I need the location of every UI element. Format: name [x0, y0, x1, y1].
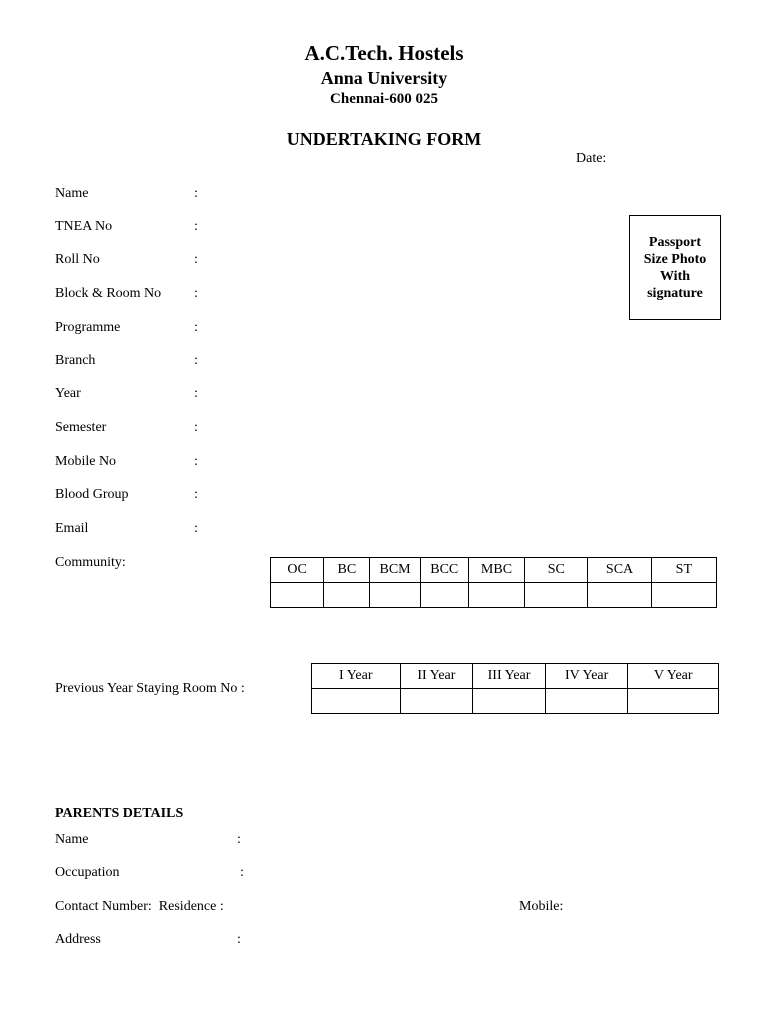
field-colon: : [194, 186, 198, 201]
community-col-st: ST [651, 558, 716, 583]
community-cell[interactable] [370, 583, 420, 608]
field-label-mobile-no: Mobile No [55, 454, 117, 469]
field-colon: : [194, 420, 198, 435]
community-col-sca: SCA [588, 558, 651, 583]
passport-photo-box [629, 215, 721, 320]
parent-mobile-label: Mobile: [519, 899, 564, 914]
previous-room-cell[interactable] [628, 689, 719, 714]
field-label-block-room-no: Block & Room No [55, 286, 162, 301]
field-colon: : [194, 386, 198, 401]
community-table [270, 557, 717, 608]
community-label: Community: [55, 555, 126, 570]
community-header-row [271, 558, 717, 583]
field-colon: : [194, 353, 198, 368]
parent-contact-residence-label: Contact Number: Residence : [55, 899, 224, 914]
community-cell[interactable] [324, 583, 370, 608]
community-cell[interactable] [651, 583, 716, 608]
parents-details-heading: PARENTS DETAILS [55, 806, 184, 821]
field-colon: : [237, 932, 241, 947]
field-colon: : [194, 487, 198, 502]
field-colon: : [237, 832, 241, 847]
field-label-tnea-no: TNEA No [55, 219, 113, 234]
form-title: UNDERTAKING FORM [286, 129, 482, 149]
community-cell[interactable] [588, 583, 651, 608]
photo-box-line: Passport [648, 234, 702, 250]
community-col-bcc: BCC [420, 558, 468, 583]
previous-room-cell[interactable] [545, 689, 628, 714]
community-col-sc: SC [525, 558, 588, 583]
field-label-year: Year [55, 386, 81, 401]
field-label-semester: Semester [55, 420, 107, 435]
field-label-roll-no: Roll No [55, 252, 100, 267]
community-cell[interactable] [468, 583, 524, 608]
previous-room-table [311, 663, 719, 714]
parent-name-label: Name [55, 832, 89, 847]
field-colon: : [194, 286, 198, 301]
date-label: Date: [576, 151, 607, 166]
previous-room-cell[interactable] [400, 689, 473, 714]
previous-room-col-ii-year: II Year [400, 664, 473, 689]
field-label-name: Name [55, 186, 89, 201]
community-entry-row [271, 583, 717, 608]
photo-box-line: signature [647, 285, 703, 301]
community-col-mbc: MBC [468, 558, 524, 583]
field-label-branch: Branch [55, 353, 96, 368]
community-cell[interactable] [525, 583, 588, 608]
previous-room-col-iv-year: IV Year [545, 664, 628, 689]
field-colon: : [194, 252, 198, 267]
field-colon: : [194, 320, 198, 335]
community-col-bcm: BCM [370, 558, 420, 583]
field-colon: : [240, 865, 244, 880]
previous-room-cell[interactable] [473, 689, 546, 714]
previous-room-label: Previous Year Staying Room No : [55, 681, 245, 696]
previous-room-col-iii-year: III Year [473, 664, 546, 689]
field-colon: : [194, 219, 198, 234]
field-label-email: Email [55, 521, 89, 536]
community-col-oc: OC [271, 558, 324, 583]
community-cell[interactable] [420, 583, 468, 608]
field-label-programme: Programme [55, 320, 121, 335]
photo-box-line: With [659, 268, 691, 284]
parent-occupation-label: Occupation [55, 865, 120, 880]
city-address: Chennai-600 025 [330, 91, 438, 107]
field-colon: : [194, 454, 198, 469]
previous-room-cell[interactable] [312, 689, 401, 714]
photo-box-line: Size Photo [643, 251, 707, 267]
field-label-blood-group: Blood Group [55, 487, 129, 502]
parent-address-label: Address [55, 932, 101, 947]
community-col-bc: BC [324, 558, 370, 583]
previous-room-col-i-year: I Year [312, 664, 401, 689]
previous-room-entry-row [312, 689, 719, 714]
previous-room-col-v-year: V Year [628, 664, 719, 689]
university-name: Anna University [320, 68, 448, 88]
community-cell[interactable] [271, 583, 324, 608]
institution-title: A.C.Tech. Hostels [304, 41, 464, 65]
previous-room-header-row [312, 664, 719, 689]
field-colon: : [194, 521, 198, 536]
